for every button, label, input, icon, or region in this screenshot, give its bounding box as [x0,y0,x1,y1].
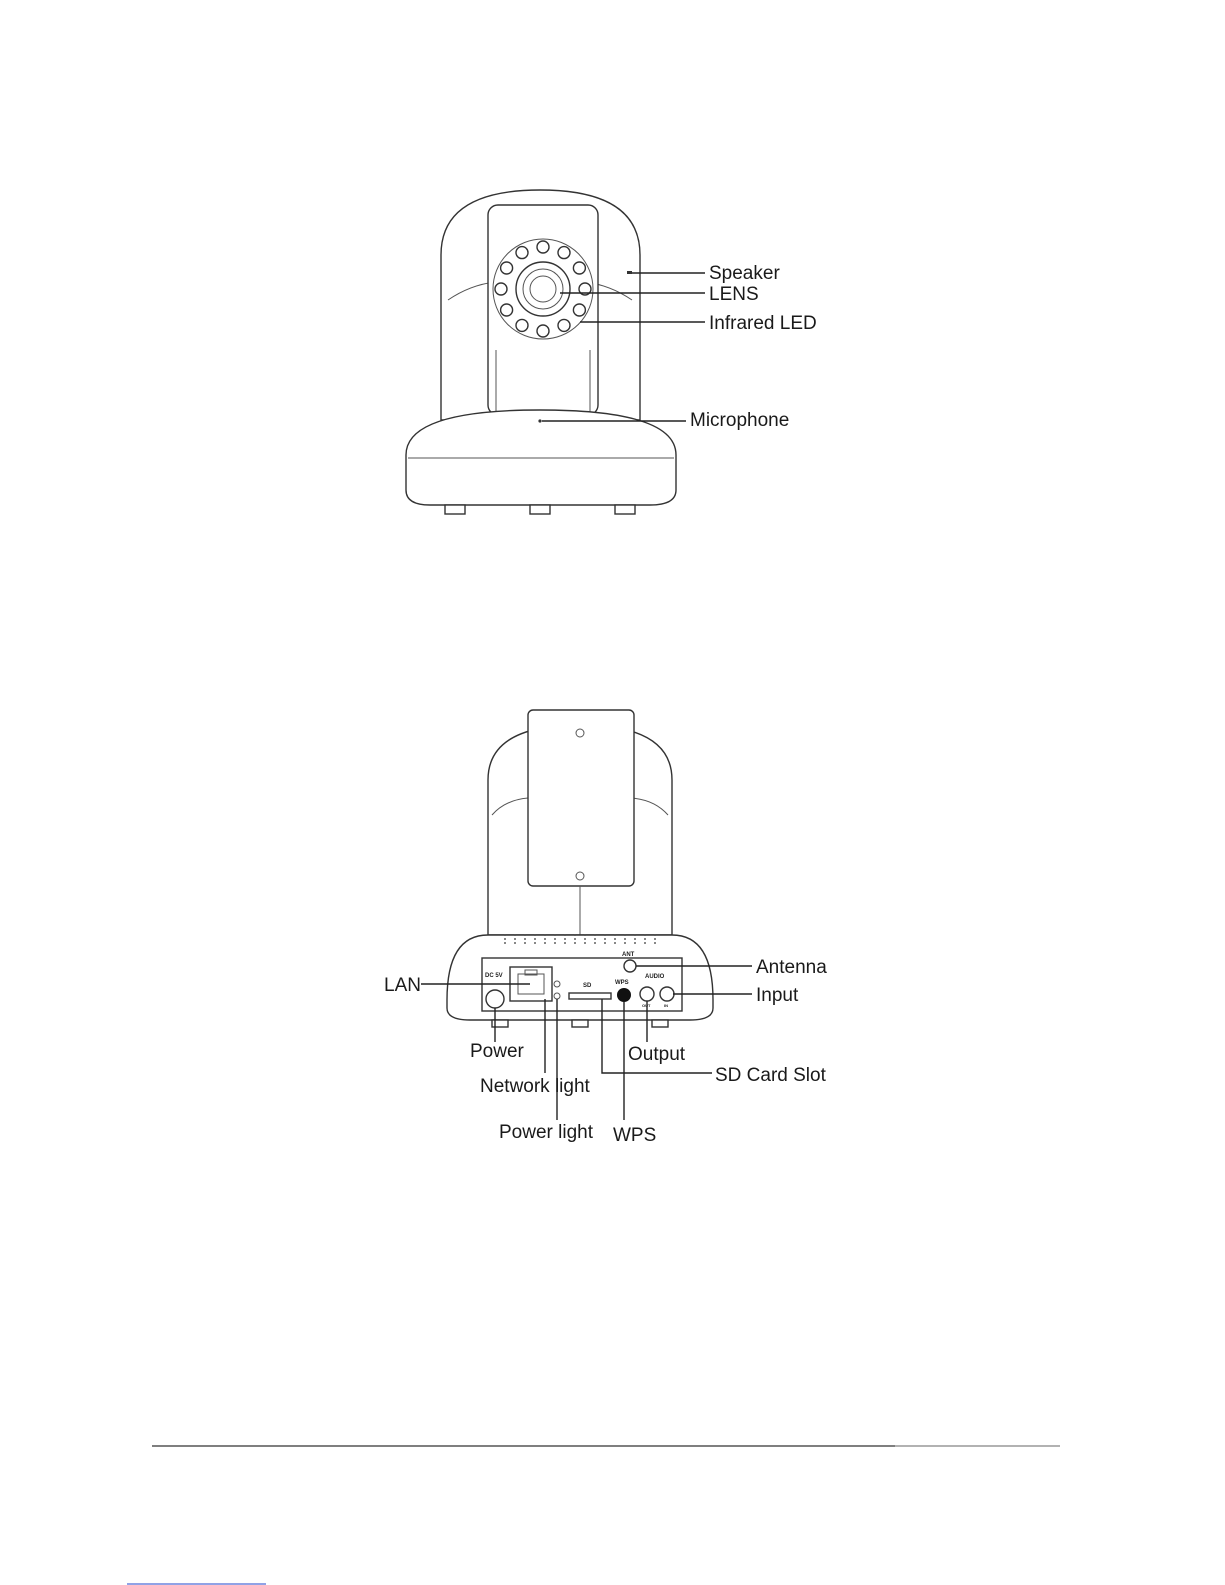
infrared-led-icon [516,319,528,331]
power-light-label: Power light [499,1122,593,1143]
sd-slot-icon [569,993,611,999]
lan-label: LAN [384,975,421,996]
ant-marking: ANT [622,952,635,958]
infrared-led-icon [558,319,570,331]
rear-view-drawing [447,710,713,1027]
audio-in-icon [660,987,674,1001]
in-marking: IN [664,1003,668,1008]
sd-card-slot-label: SD Card Slot [715,1065,826,1086]
microphone-icon [538,419,541,422]
infrared-led-icon [573,262,585,274]
infrared-led-icon [501,262,513,274]
output-label: Output [628,1044,686,1065]
front-view-drawing [406,190,676,514]
dc-marking: DC 5V [485,973,503,979]
infrared-led-icon [558,247,570,259]
lens-label: LENS [709,284,759,305]
audio-out-icon [640,987,654,1001]
infrared-led-icon [537,241,549,253]
infrared-led-icon [516,247,528,259]
audio-marking: AUDIO [645,974,665,980]
out-marking: OUT [642,1003,651,1008]
antenna-label: Antenna [756,957,827,978]
wps-label: WPS [613,1125,657,1146]
infrared-led-icon [501,304,513,316]
wps-marking: WPS [615,980,629,986]
infrared-led-icon [495,283,507,295]
antenna-icon [624,960,636,972]
lens-icon [516,262,570,316]
power-jack-icon [486,990,504,1008]
speaker-icon [627,271,632,274]
speaker-label: Speaker [709,263,780,284]
network-light-label: Network light [480,1076,590,1097]
microphone-label: Microphone [690,410,790,431]
infrared-led-label: Infrared LED [709,313,817,334]
power-label: Power [470,1041,524,1062]
sd-marking: SD [583,983,592,989]
infrared-led-icon [573,304,585,316]
input-label: Input [756,985,799,1006]
wps-button-icon [617,988,631,1002]
infrared-led-icon [537,325,549,337]
